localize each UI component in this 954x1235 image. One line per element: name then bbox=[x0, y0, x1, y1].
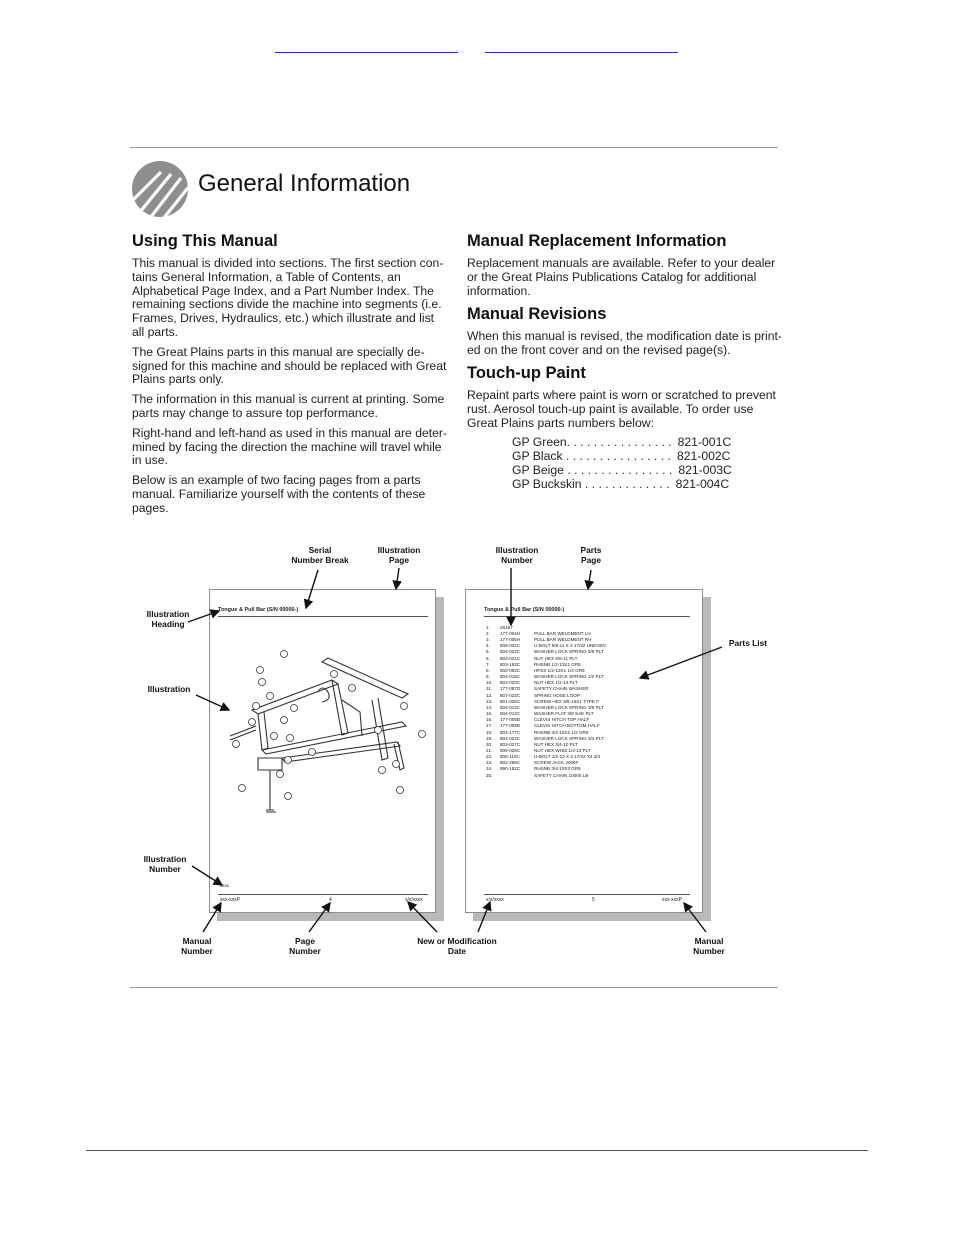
paragraph: The information in this manual is current at printing. Some parts may change to assure top performance. bbox=[132, 392, 445, 420]
parts-row-part-no: 890-182C bbox=[500, 766, 521, 772]
parts-row-part-no: 807-023C bbox=[500, 692, 521, 698]
paragraph: Repaint parts where paint is worn or scratched to prevent rust. Aerosol touch-up paint is available. To order use Great Plains parts numbers below: bbox=[467, 387, 776, 430]
parts-row-part-no: 804-022C bbox=[500, 649, 521, 655]
parts-row-description: NUT HEX 1/2-13 PLT bbox=[534, 680, 578, 686]
parts-row-part-no: 177-004H bbox=[500, 631, 521, 636]
parts-row-description: SCREW JACK 2000# bbox=[534, 760, 579, 766]
parts-row-description: U-BOLT 1/2-13 X 3 17/32 X4 3/4 bbox=[534, 754, 601, 760]
parts-row-part-no: 803-021C bbox=[500, 655, 521, 661]
callout-parts-page: Parts Page bbox=[580, 545, 602, 565]
paragraph: Replacement manuals are available. Refer to your dealer or the Great Plains Publications Catalog for additional information. bbox=[467, 256, 776, 298]
parts-row-part-no: 802-083C bbox=[500, 667, 521, 673]
callout-illustration-number-top: Illustration Number bbox=[495, 545, 539, 565]
parts-row-part-no: 804-013C bbox=[500, 704, 521, 710]
parts-row-part-no: 804-012C bbox=[500, 711, 521, 717]
bottom-rule bbox=[130, 987, 778, 988]
parts-row-part-no: 801-026C bbox=[500, 698, 521, 704]
parts-row-description: WASHER LOCK SPRING 5/8 PLT bbox=[534, 649, 604, 655]
callout-illustration-page: Illustration Page bbox=[377, 545, 421, 565]
parts-row-item-no: 24. bbox=[486, 766, 493, 772]
parts-row-item-no: 12. bbox=[486, 692, 493, 698]
parts-row-item-no: 3. bbox=[486, 637, 490, 643]
parts-row-description: RHSNB 1/2-13X1 GR5 bbox=[534, 661, 581, 667]
parts-row: 1. 26167 bbox=[486, 625, 513, 630]
parts-row-description: HFSS 1/2-13X1 1/4 GR8 bbox=[534, 667, 585, 673]
right-footer-date: x/x/xxxx bbox=[486, 897, 504, 903]
page-title: General Information bbox=[198, 170, 411, 197]
parts-row-item-no: 14. bbox=[486, 704, 493, 710]
parts-row-description: SAFETY CHAIN WASHER bbox=[534, 686, 589, 692]
parts-row-item-no: 4. bbox=[486, 643, 490, 649]
parts-row-description: NUT HEX 3/4-10 PLT bbox=[534, 741, 578, 747]
parts-row-part-no: 177-087D bbox=[500, 686, 521, 692]
right-page-heading: Tongue & Pull Bar (S/N 00000-) bbox=[484, 607, 565, 613]
parts-row-item-no: 6. bbox=[486, 655, 490, 661]
parts-row-part-no: 806-116C bbox=[500, 754, 520, 760]
paragraph: Below is an example of two facing pages from a parts manual. Familiarize yourself with the contents of these pages. bbox=[132, 473, 426, 515]
parts-row-description: CLEVIS HITCH BOTTOM HALF bbox=[534, 723, 600, 729]
revisions-heading: Manual Revisions bbox=[467, 305, 607, 324]
parts-row-description: WASHER LOCK SPRING 3/8 PLT bbox=[534, 704, 604, 710]
parts-row-part-no: 804-015C bbox=[500, 674, 521, 680]
parts-row-item-no: 11. bbox=[486, 686, 493, 692]
parts-row-part-no: 177-005H bbox=[500, 637, 521, 643]
parts-row-description: CLEVIS HITCH TOP HALF bbox=[534, 717, 590, 723]
parts-row-item-no: 18. bbox=[486, 729, 493, 735]
parts-row-description: PULL BAR WELDMENT RH bbox=[534, 637, 592, 643]
paint-item: GP Beige . . . . . . . . . . . . . . . . 821-003C bbox=[512, 462, 732, 477]
parts-row-part-no: 803-027C bbox=[500, 741, 521, 747]
parts-row-item-no: 25. bbox=[486, 772, 493, 778]
callout-illustration-heading: Illustration Heading bbox=[146, 609, 190, 629]
callout-parts-list: Parts List bbox=[728, 638, 768, 648]
paint-item: GP Buckskin . . . . . . . . . . . . . 821-004C bbox=[512, 476, 730, 491]
parts-row-description: WASHER FLAT 3/8 SAE PLT bbox=[534, 711, 594, 717]
parts-row-item-no: 7. bbox=[486, 661, 490, 667]
parts-row-part-no: 806-028C bbox=[500, 747, 521, 753]
parts-row-item-no: 20. bbox=[486, 741, 493, 747]
right-footer-manual-no: xxx-xxxP bbox=[662, 897, 682, 903]
paint-item: GP Green. . . . . . . . . . . . . . . . 821-001C bbox=[512, 435, 732, 450]
parts-row-item-no: 8. bbox=[486, 667, 490, 673]
parts-row-description: U-BOLT 5/8-11 X 3 17/32 UNEVEN bbox=[534, 643, 606, 649]
parts-row-description: SAFETY CHAIN 10000 LB bbox=[534, 772, 589, 778]
callout-manual-number-right: Manual Number bbox=[693, 936, 725, 956]
left-footer-page-no: 4 bbox=[329, 897, 332, 903]
parts-row-part-no: 177-009D bbox=[500, 717, 521, 723]
callout-manual-number-left: Manual Number bbox=[181, 936, 213, 956]
callout-page-number: Page Number bbox=[289, 936, 321, 956]
right-footer-page-no: 5 bbox=[592, 897, 595, 903]
parts-row-item-no: 5. bbox=[486, 649, 490, 655]
callout-illustration-number-bottom: Illustration Number bbox=[143, 854, 187, 874]
parts-row-item-no: 21. bbox=[486, 747, 493, 753]
paint-heading: Touch-up Paint bbox=[467, 363, 586, 382]
parts-row-description: RHSNB 3/4-10X2 1/2 GR5 bbox=[534, 729, 589, 735]
left-footer-manual-no: xxx-xxxP bbox=[220, 897, 240, 903]
paragraph: This manual is divided into sections. The first section con- tains General Information, a Table of Contents, an Alphabetical Page Index, and a Part Number Index. The remaining sections divide the machine into segments (i.e. Frames, Drives, Hydraulics, etc.) which illustrate and list all parts. bbox=[132, 256, 444, 339]
parts-row-description: NUT HEX 5/8-11 PLT bbox=[534, 655, 578, 661]
left-footer-date: x/x/xxxx bbox=[405, 897, 423, 903]
parts-row-part-no: 803-153C bbox=[500, 661, 521, 667]
parts-row-item-no: 15. bbox=[486, 711, 493, 717]
paragraph: When this manual is revised, the modification date is print- ed on the front cover and on the revised page(s). bbox=[467, 329, 782, 358]
paint-item: GP Black . . . . . . . . . . . . . . . . 821-002C bbox=[512, 449, 731, 464]
left-page-heading: Tongue & Pull Bar (S/N 00000-) bbox=[218, 607, 299, 613]
footer-rule bbox=[86, 1150, 868, 1151]
parts-row-item-no: 9. bbox=[486, 674, 490, 680]
parts-row-description: RHSNB 3/4-10X3 GR5 bbox=[534, 766, 581, 772]
parts-row-part-no: 803-177C bbox=[500, 729, 521, 735]
parts-row-description: NUT HEX WHIZ 1/2-13 PLT bbox=[534, 747, 591, 753]
parts-row-part-no: 804-023C bbox=[500, 735, 521, 741]
left-illus-number: xxxx bbox=[220, 883, 229, 888]
parts-row-item-no: 13. bbox=[486, 698, 493, 704]
callout-serial-number-break: Serial Number Break bbox=[291, 545, 349, 565]
callout-modification-date: New or Modification Date bbox=[417, 936, 497, 956]
parts-row-item-no: 16. bbox=[486, 717, 493, 723]
parts-row-item-no: 23. bbox=[486, 760, 493, 766]
parts-row-item-no: 19. bbox=[486, 735, 493, 741]
using-manual-heading: Using This Manual bbox=[132, 232, 278, 250]
paragraph: Right-hand and left-hand as used in this manual are deter- mined by facing the direction the machine will travel while in use. bbox=[132, 425, 448, 468]
parts-row-part-no: 802-289C bbox=[500, 760, 521, 766]
parts-row-description: WASHER LOCK SPRING 1/2 PLT bbox=[534, 674, 604, 680]
parts-row-part-no: 177-008D bbox=[500, 723, 521, 729]
parts-row-item-no: 22. bbox=[486, 754, 493, 760]
parts-row-description: WASHER LOCK SPRING 3/4 PLT bbox=[534, 735, 604, 741]
parts-row-item-no: 2. bbox=[486, 631, 490, 636]
parts-row-part-no: 803-020C bbox=[500, 680, 521, 686]
parts-row-description: PULL BAR WELDMENT LH bbox=[534, 631, 591, 636]
parts-row-part-no: 806-032C bbox=[500, 643, 521, 649]
parts-row-item-no: 10. bbox=[486, 680, 493, 686]
paragraph: The Great Plains parts in this manual are specially de- signed for this machine and should be replaced with Great Plains parts only. bbox=[132, 344, 447, 387]
parts-row-description: SCREW HEX 3/8-16X1 TYPE F bbox=[534, 698, 600, 704]
callout-illustration: Illustration bbox=[147, 684, 191, 694]
parts-row-item-no: 17. bbox=[486, 723, 493, 729]
parts-row-description: SPRING HOSE LOOP bbox=[534, 692, 580, 698]
replacement-heading: Manual Replacement Information bbox=[467, 232, 727, 250]
